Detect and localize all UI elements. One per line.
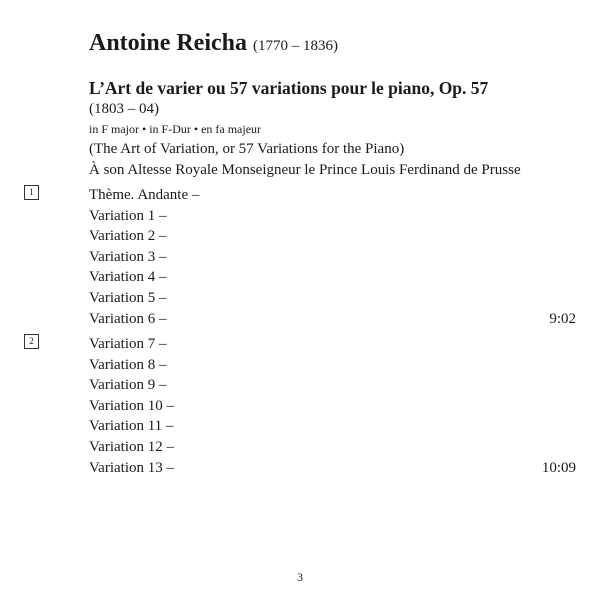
list-item: Thème. Andante – [89,187,200,203]
list-item: Variation 9 – [89,377,167,393]
track-number-box: 1 [24,185,39,200]
work-years: (1803 – 04) [89,101,159,117]
list-item: Variation 8 – [89,357,167,373]
list-item: Variation 11 – [89,418,174,434]
work-keys: in F major • in F-Dur • en fa majeur [89,122,262,136]
list-item: Variation 12 – [89,439,174,455]
work-title: L’Art de varier ou 57 variations pour le piano, Op. 57 [89,78,489,98]
list-item: Variation 13 – [89,460,174,476]
list-item: Variation 3 – [89,249,167,265]
list-item: Variation 2 – [89,228,167,244]
list-item: Variation 6 – [89,311,167,327]
composer-heading [89,28,338,61]
composer-dates: (1770 – 1836) [253,38,338,54]
list-item: Variation 10 – [89,398,174,414]
work-dedication: À son Altesse Royale Monseigneur le Prince Louis Ferdinand de Prusse [89,162,521,178]
list-item: Variation 4 – [89,269,167,285]
list-item: Variation 1 – [89,208,167,224]
track-duration: 9:02 [549,311,576,327]
composer-name: Antoine Reicha [89,30,247,56]
page-number: 3 [297,570,303,584]
list-item: Variation 5 – [89,290,167,306]
track-number-box: 2 [24,334,39,349]
list-item: Variation 7 – [89,336,167,352]
track-duration: 10:09 [541,460,576,476]
work-english-title: (The Art of Variation, or 57 Variations for the Piano) [89,141,405,157]
